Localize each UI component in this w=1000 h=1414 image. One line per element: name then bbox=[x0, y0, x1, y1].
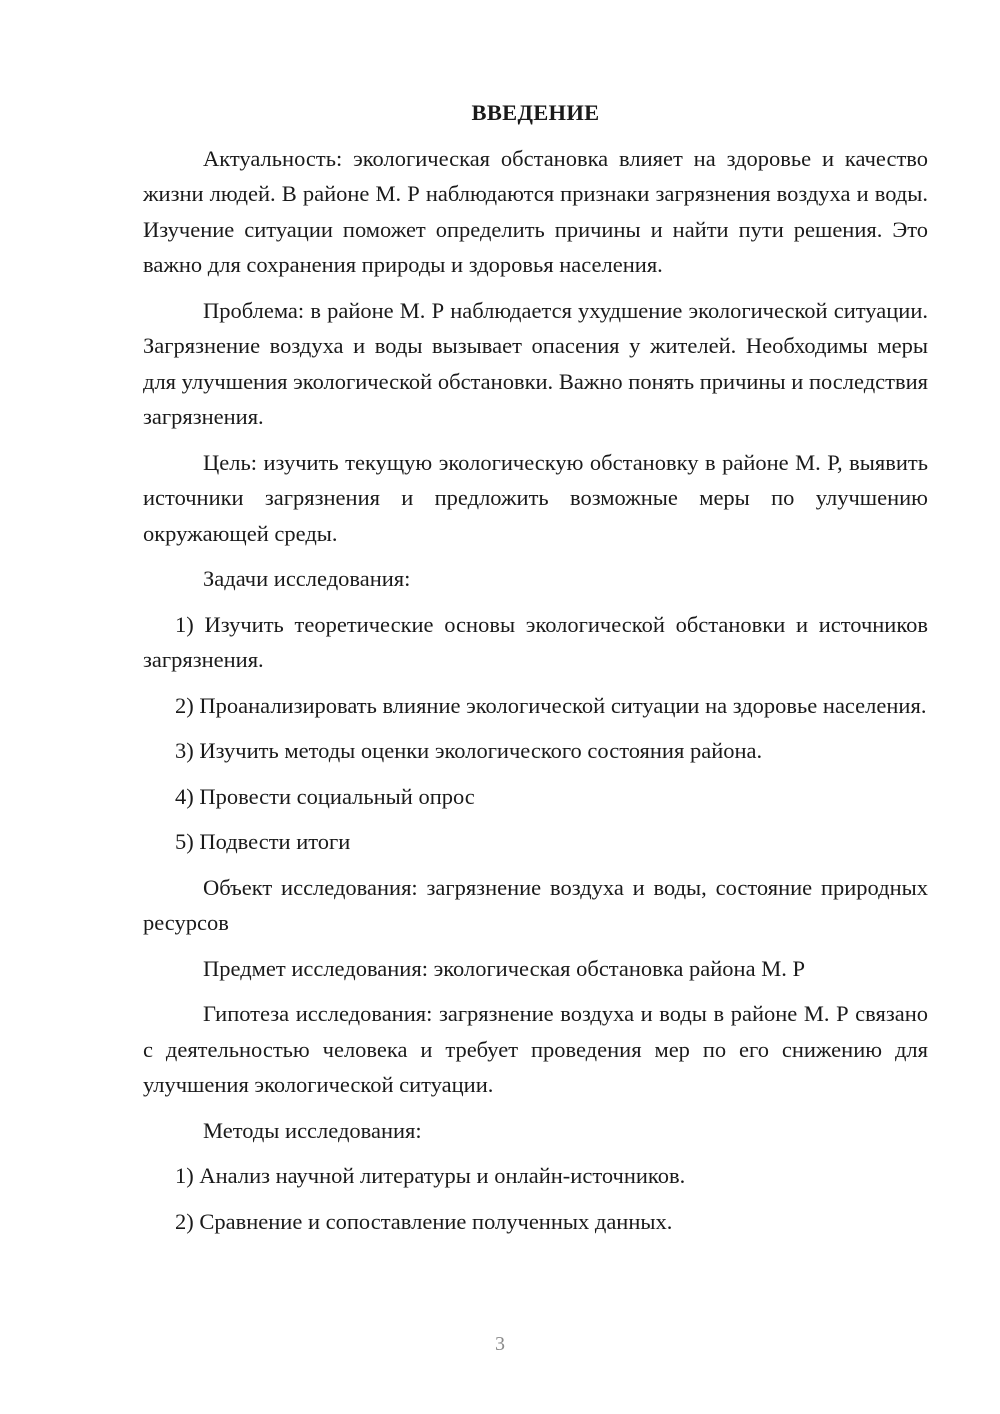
section-title: ВВЕДЕНИЕ bbox=[471, 100, 600, 125]
goal-paragraph: Цель: изучить текущую экологическую обстановку в районе М. Р, выявить источники загрязнения и предложить возможные меры по улучшению окружающей среды. bbox=[143, 449, 928, 546]
problem-paragraph: Проблема: в районе М. Р наблюдается ухудшение экологической ситуации. Загрязнение воздуха и воды вызывает опасения у жителей. Необходимы меры для улучшения экологической обстановки. Важно понять причины и последствия загрязнения. bbox=[143, 297, 928, 429]
task-item: 4) Провести социальный опрос bbox=[175, 783, 475, 809]
object-paragraph: Объект исследования: загрязнение воздуха и воды, состояние природных ресурсов bbox=[143, 874, 928, 935]
task-item: 1) Изучить теоретические основы экологической обстановки и источников загрязнения. bbox=[143, 611, 928, 672]
relevance-paragraph: Актуальность: экологическая обстановка влияет на здоровье и качество жизни людей. В районе М. Р наблюдаются признаки загрязнения воздуха и воды. Изучение ситуации поможет определить причины и найти пути решения. Это важно для сохранения природы и здоровья населения. bbox=[143, 145, 928, 277]
method-item: 1) Анализ научной литературы и онлайн-источников. bbox=[175, 1163, 686, 1188]
task-item: 3) Изучить методы оценки экологического состояния района. bbox=[175, 738, 763, 763]
hypothesis-paragraph: Гипотеза исследования: загрязнение воздуха и воды в районе М. Р связано с деятельностью человека и требует проведения мер по его снижению для улучшения экологической ситуации. bbox=[143, 1001, 928, 1097]
page-number: 3 bbox=[495, 1333, 505, 1355]
task-item: 2) Проанализировать влияние экологической ситуации на здоровье населения. bbox=[175, 692, 927, 718]
method-item: 2) Сравнение и сопоставление полученных данных. bbox=[175, 1208, 673, 1234]
methods-heading: Методы исследования: bbox=[203, 1117, 422, 1143]
subject-paragraph: Предмет исследования: экологическая обстановка района М. Р bbox=[203, 955, 805, 981]
page-content bbox=[143, 95, 928, 1249]
task-item: 5) Подвести итоги bbox=[175, 829, 351, 854]
tasks-heading: Задачи исследования: bbox=[203, 566, 411, 591]
